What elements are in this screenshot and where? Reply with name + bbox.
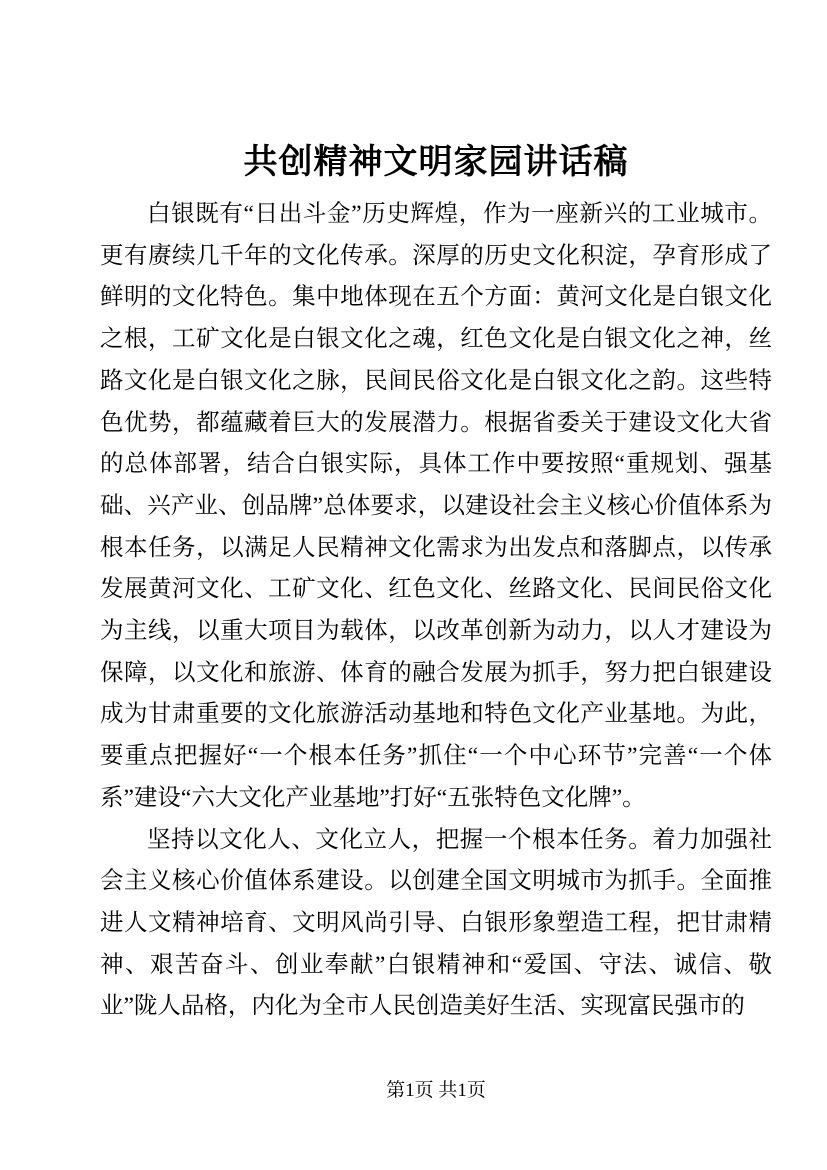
document-title: 共创精神文明家园讲话稿 [243, 144, 629, 181]
paragraph-1: 白银既有“日出斗金”历史辉煌，作为一座新兴的工业城市。更有赓续几千年的文化传承。深厚的历史文化积淀，孕育形成了鲜明的文化特色。集中地体现在五个方面：黄河文化是白银文化之根，工矿文化是白银文化之魂，红色文化是白银文化之神，丝路文化是白银文化之脉，民间民俗文化是白银文化之韵。这些特色优势，都蕴藏着巨大的发展潜力。根据省委关于建设文化大省的总体部署，结合白银实际，具体工作中要按照“重规划、强基础、兴产业、创品牌”总体要求，以建设社会主义核心价值体系为根本任务，以满足人民精神文化需求为出发点和落脚点，以传承发展黄河文化、工矿文化、红色文化、丝路文化、民间民俗文化为主线，以重大项目为载体，以改革创新为动力，以人才建设为保障，以文化和旅游、体育的融合发展为抓手，努力把白银建设成为甘肃重要的文化旅游活动基地和特色文化产业基地。为此，要重点把握好“一个根本任务”抓住“一个中心环节”完善“一个体系”建设“六大文化产业基地”打好“五张特色文化牌”。 [100, 201, 772, 811]
paragraph-2: 坚持以文化人、文化立人，把握一个根本任务。着力加强社会主义核心价值体系建设。以创建全国文明城市为抓手。全面推进人文精神培育、文明风尚引导、白银形象塑造工程，把甘肃精神、艰苦奋斗、创业奉献”白银精神和“爱国、守法、诚信、敬业”陇人品格，内化为全市人民创造美好生活、实现富民强市的 [100, 826, 772, 1020]
page-number-footer: 第1页 共1页 [386, 1080, 486, 1101]
